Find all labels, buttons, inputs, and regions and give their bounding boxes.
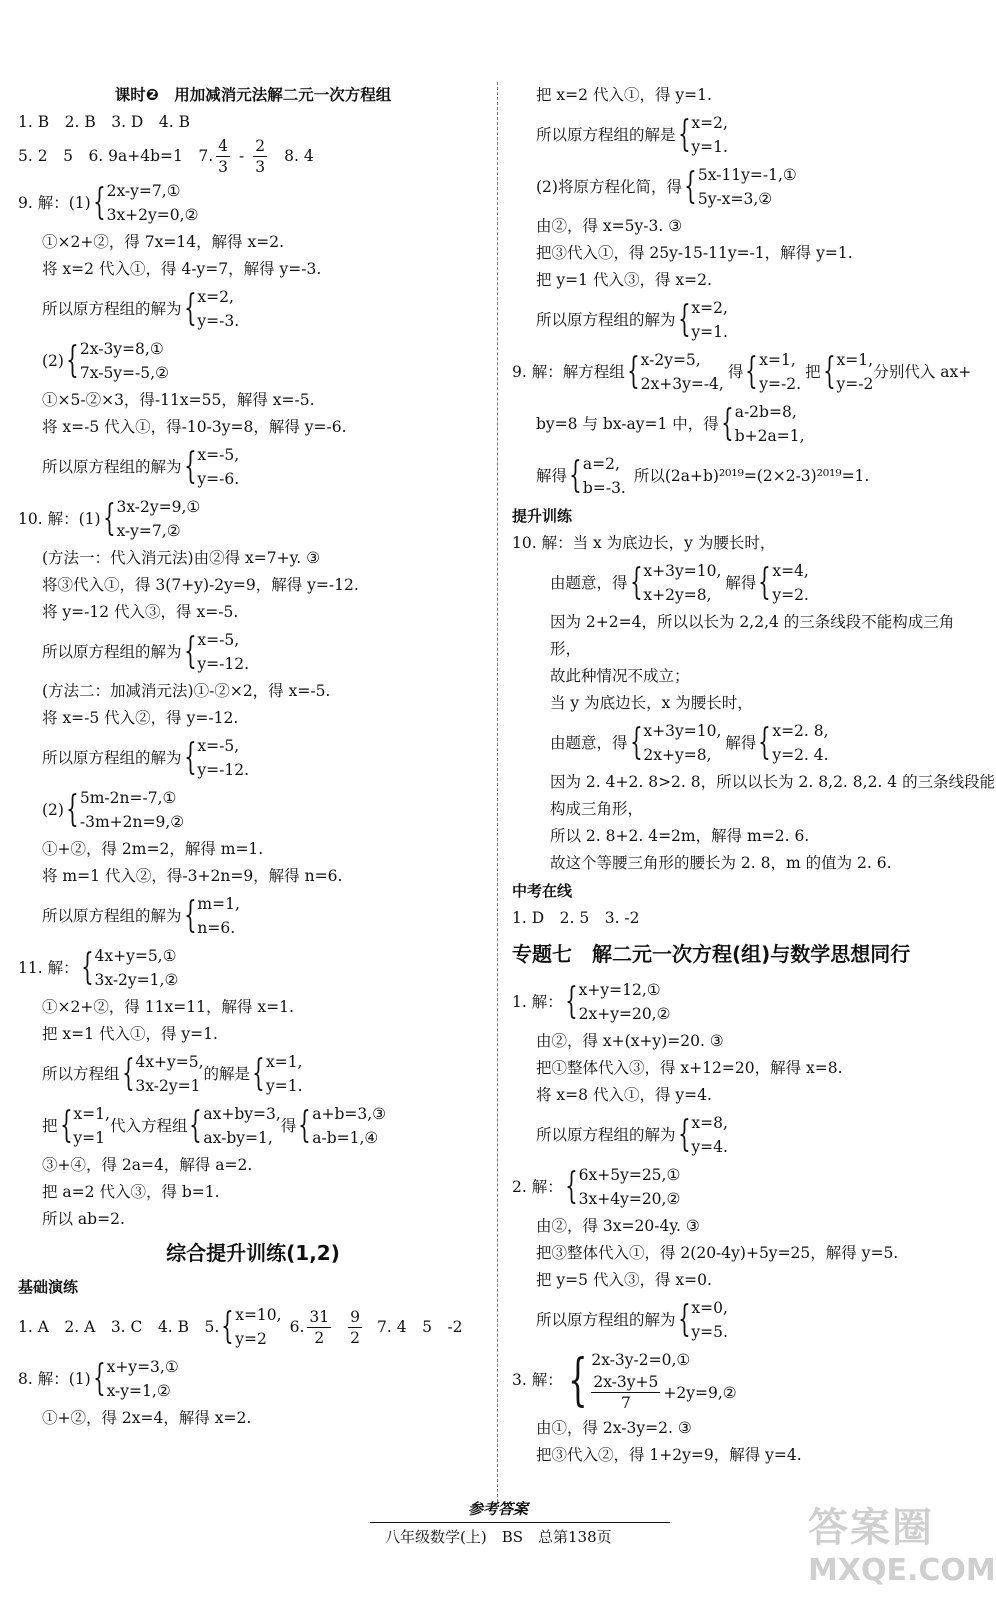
fraction-numerator: 9	[350, 1307, 360, 1326]
solution-label: 所以原方程组的解为	[42, 457, 182, 476]
equation-system	[91, 1355, 179, 1403]
equation: x-2y=5,	[640, 351, 701, 369]
equation: x+3y=10,	[643, 722, 722, 740]
equation-system	[101, 495, 201, 543]
solution	[18, 283, 488, 335]
equation: x=2,	[691, 114, 728, 132]
text: 分别代入 ax+	[873, 362, 972, 381]
answer-text: 7. 4 5 -2	[377, 1317, 463, 1336]
fraction-numerator: 2	[255, 137, 266, 155]
equation: x=-5,	[197, 737, 240, 755]
fraction-numerator: 2x-3y+5	[593, 1373, 659, 1391]
b8-system	[18, 1353, 488, 1405]
solution-system	[821, 348, 874, 396]
fraction	[591, 1372, 660, 1413]
exam-answers: 1. D 2. 5 3. -2	[512, 909, 640, 927]
equation: ax-by=1,	[203, 1129, 273, 1147]
q9b-system	[18, 335, 488, 387]
watermark-logo	[808, 1496, 996, 1592]
text: 代入方程组	[109, 1116, 188, 1135]
equation-system	[625, 348, 724, 396]
brace-icon: {	[564, 981, 578, 1022]
q10b-system	[18, 784, 488, 836]
equation: 2x+y=8,	[643, 746, 712, 764]
equation: y=-12.	[197, 655, 250, 673]
solution	[512, 109, 982, 161]
brace-icon: {	[626, 351, 640, 392]
brace-icon: {	[677, 1114, 691, 1155]
subsection-improve: 提升训练	[512, 507, 573, 525]
t3-system	[512, 1346, 982, 1415]
step: 把 x=1 代入①，得 y=1.	[42, 1025, 218, 1043]
equation: y=4.	[691, 1138, 728, 1156]
equation: x=8,	[691, 1114, 728, 1132]
text: 把	[42, 1116, 58, 1135]
solution-system	[756, 559, 808, 607]
equation: x+y=3,①	[106, 1358, 179, 1376]
r2-system	[512, 161, 982, 213]
brace-icon: {	[92, 1358, 106, 1399]
step: 把 y=1 代入③，得 x=2.	[536, 271, 712, 289]
equation-system	[79, 944, 179, 992]
q9-system	[18, 177, 488, 229]
brace-icon: {	[822, 351, 836, 392]
step: 形，	[550, 640, 582, 658]
brace-icon: {	[59, 1105, 73, 1146]
right-column	[512, 82, 996, 1469]
subsection-basic: 基础演练	[18, 1278, 79, 1296]
equation: -3m+2n=9,②	[79, 813, 185, 831]
question-label: 9. 解：(1)	[18, 193, 91, 212]
equation: 5x-11y=-1,①	[697, 166, 797, 184]
step: 将 x=2 代入①，得 4-y=7，解得 y=-3.	[42, 260, 322, 278]
equation: y=2	[235, 1330, 267, 1348]
solution	[512, 1109, 982, 1161]
brace-icon: {	[183, 895, 197, 936]
equation	[591, 1372, 736, 1413]
equation-system	[682, 163, 797, 211]
equation-system	[563, 978, 671, 1026]
solution-label: 所以原方程组的解为	[42, 748, 182, 767]
footer-book-info: 八年级数学(上) BS 总第138页	[385, 1528, 612, 1546]
fraction-denominator: 7	[620, 1394, 631, 1412]
step: 故这个等腰三角形的腰长为 2. 8，m 的值为 2. 6.	[550, 854, 892, 872]
solution-system	[219, 1303, 281, 1351]
minus-sign: -	[239, 147, 245, 165]
equation-system	[296, 1102, 386, 1150]
equation-system	[628, 719, 722, 767]
solution-label: 所以原方程组的解为	[42, 642, 182, 661]
brace-icon: {	[567, 1347, 588, 1413]
fraction-denominator: 2	[314, 1328, 325, 1347]
equation: m=1,	[197, 895, 240, 913]
step: 把③代入②，得 1+2y=9，解得 y=4.	[536, 1446, 802, 1464]
text: 把	[805, 362, 821, 381]
text: 的解是	[203, 1064, 251, 1083]
equation-system	[187, 1102, 280, 1150]
equation: 5m-2n=-7,①	[79, 789, 177, 807]
step: ①×2+②，得 11x=11，解得 x=1.	[42, 998, 294, 1016]
equation: x=1,	[759, 351, 796, 369]
equation: x-y=7,②	[116, 522, 181, 540]
left-column	[18, 82, 488, 1432]
step: 把 y=5 代入③，得 x=0.	[536, 1271, 712, 1289]
equation: 3x-2y=9,①	[116, 498, 201, 516]
step: 当 y 为底边长，x 为腰长时，	[550, 694, 753, 712]
equation: b+2a=1,	[734, 427, 805, 445]
question-label: 9. 解：解方程组	[512, 362, 625, 381]
equation: x=0,	[691, 1299, 728, 1317]
equation-system	[120, 1050, 204, 1098]
text: 所以(2a+b)²⁰¹⁹=(2×2-3)²⁰¹⁹=1.	[633, 466, 870, 485]
q9-right-line2	[512, 398, 982, 450]
step: (方法二：加减消元法)①-②×2，得 x=-5.	[42, 682, 331, 700]
text: 得	[280, 1116, 297, 1135]
solution-system	[567, 452, 626, 500]
solution-system	[182, 734, 250, 782]
lesson-title: 课时❷ 用加减消元法解二元一次方程组	[114, 86, 392, 104]
watermark-url: MXQE.COM	[808, 1553, 996, 1588]
step: ①×2+②，得 7x=14，解得 x=2.	[42, 233, 285, 251]
solution-system	[182, 628, 250, 676]
solution-label: 所以原方程组的解为	[536, 1125, 676, 1144]
solution-system	[182, 443, 240, 491]
fraction-denominator: 3	[255, 158, 266, 176]
equation: x=-5,	[197, 631, 240, 649]
step: 将 x=-5 代入①，得-10-3y=8，解得 y=-6.	[42, 418, 347, 436]
step: ①×5-②×3，得-11x=55，解得 x=-5.	[42, 391, 315, 409]
equation: x=1,	[73, 1105, 110, 1123]
solution	[18, 890, 488, 942]
step: 由②，得 3x=20-4y. ③	[536, 1217, 700, 1235]
equation: 2x-3y-2=0,①	[591, 1351, 691, 1369]
answer-text: 8. 4	[284, 147, 314, 165]
equation: x+2y=8,	[643, 586, 712, 604]
brace-icon: {	[183, 288, 197, 329]
question-label: (2)	[42, 351, 64, 370]
question-label: 8. 解：(1)	[18, 1369, 91, 1388]
solution-system	[743, 348, 801, 396]
brace-icon: {	[183, 446, 197, 487]
solution-system	[250, 1050, 302, 1098]
brace-icon: {	[252, 1053, 265, 1094]
brace-icon: {	[189, 1105, 203, 1146]
q11-substitution	[18, 1100, 488, 1152]
answer-line-2	[18, 136, 488, 177]
equation: 6x+5y=25,①	[578, 1166, 681, 1184]
q10-system	[18, 493, 488, 545]
fraction	[307, 1307, 331, 1348]
step: 所以 2. 8+2. 4=2m，解得 m=2. 6.	[550, 827, 810, 845]
step: ①+②，得 2m=2，解得 m=1.	[42, 840, 264, 858]
brace-icon: {	[92, 182, 106, 223]
brace-icon: {	[677, 114, 691, 155]
brace-icon: {	[298, 1105, 312, 1146]
text: 由题意，得	[550, 573, 628, 592]
step: 把①整体代入③，得 x+12=20，解得 x=8.	[536, 1059, 843, 1077]
text: 得	[727, 362, 744, 381]
equation-system	[64, 337, 169, 385]
equation: a=2,	[582, 455, 620, 473]
solution-system	[182, 892, 240, 940]
solution-label: 所以原方程组的解为	[42, 299, 182, 318]
brace-icon: {	[121, 1053, 135, 1094]
q10-case-a	[512, 557, 982, 609]
brace-icon: {	[758, 562, 772, 603]
equation-system	[64, 786, 184, 834]
step: 所以 ab=2.	[42, 1210, 125, 1228]
brace-icon: {	[758, 722, 772, 763]
equation: y=-3.	[197, 312, 240, 330]
question-label: 11. 解：	[18, 958, 79, 977]
step: 由②，得 x=5y-3. ③	[536, 217, 683, 235]
brace-icon: {	[569, 455, 582, 496]
solution	[18, 441, 488, 493]
fraction	[348, 1307, 362, 1348]
solution-system	[58, 1102, 110, 1150]
equation: 4x+y=5,	[135, 1053, 204, 1071]
text: 解得	[536, 466, 568, 485]
question-label: 1. 解：	[512, 992, 563, 1011]
fraction	[253, 136, 267, 177]
equation-system	[91, 179, 199, 227]
step: 将 m=1 代入②，得-3+2n=9，解得 n=6.	[42, 867, 343, 885]
step: 把③代入①，得 25y-15-11y=-1，解得 y=1.	[536, 244, 853, 262]
solution	[512, 1294, 982, 1346]
brace-icon: {	[745, 351, 759, 392]
equation-system	[563, 1348, 737, 1413]
brace-icon: {	[66, 340, 79, 381]
solution-system	[676, 296, 728, 344]
equation: 3x-2y=1	[135, 1077, 201, 1095]
equation: y=1	[73, 1129, 106, 1147]
equation: y=-2	[836, 375, 874, 393]
equation: 2x+3y=-4,	[640, 375, 724, 393]
step: ①+②，得 2x=4，解得 x=2.	[42, 1409, 252, 1427]
question-label: 10. 解：(1)	[18, 509, 101, 528]
fraction	[216, 136, 230, 177]
equation: 3x-2y=1,②	[94, 971, 179, 989]
basic-answers	[18, 1301, 488, 1353]
solution-system	[676, 1296, 728, 1344]
q11-inline-solution	[18, 1048, 488, 1100]
topic-title: 专题七 解二元一次方程(组)与数学思想同行	[512, 942, 911, 966]
step: 将 y=-12 代入③，得 x=-5.	[42, 603, 239, 621]
question-label: 2. 解：	[512, 1177, 563, 1196]
equation: y=-12.	[197, 761, 250, 779]
equation: y=-2.	[759, 375, 802, 393]
text: 由题意，得	[550, 733, 628, 752]
solution-label: 所以原方程组的解为	[42, 906, 182, 925]
equation: 2x+y=20,②	[578, 1005, 671, 1023]
equation-tail: +2y=9,②	[663, 1383, 737, 1402]
solution	[18, 626, 488, 678]
footer-reference-label: 参考答案	[468, 1500, 529, 1518]
answer-text: 6.	[289, 1317, 305, 1336]
fraction-denominator: 3	[218, 158, 229, 176]
brace-icon: {	[80, 947, 94, 988]
text: 所以方程组	[42, 1064, 120, 1083]
question-label: (2)将原方程化简，得	[536, 177, 682, 196]
text: 解得	[725, 573, 757, 592]
equation: a-2b=8,	[734, 403, 797, 421]
q11-system	[18, 942, 488, 994]
equation: ax+by=3,	[203, 1105, 281, 1123]
equation: a-b=1,④	[312, 1129, 379, 1147]
step: 10. 解：当 x 为底边长，y 为腰长时，	[512, 534, 776, 552]
brace-icon: {	[677, 1299, 691, 1340]
fraction-numerator: 4	[218, 137, 229, 155]
t1-system	[512, 976, 982, 1028]
watermark-text: 答案圈	[808, 1505, 934, 1551]
section-title: 综合提升训练(1,2)	[166, 1241, 340, 1265]
answer-line-1: 1. B 2. B 3. D 4. B	[18, 113, 190, 131]
equation: b=-3.	[582, 479, 626, 497]
equation: x=2. 8,	[772, 722, 829, 740]
answer-text: 5. 2 5 6. 9a+4b=1 7.	[18, 147, 214, 165]
equation: y=2.	[772, 586, 809, 604]
brace-icon: {	[183, 631, 197, 672]
equation-system	[719, 400, 805, 448]
step: 将③代入①，得 3(7+y)-2y=9，解得 y=-12.	[42, 576, 359, 594]
solution-label: 所以原方程组的解是	[536, 125, 676, 144]
solution-system	[676, 1111, 728, 1159]
brace-icon: {	[677, 299, 691, 340]
equation: x=2,	[691, 299, 728, 317]
solution-label: 所以原方程组的解为	[536, 1310, 676, 1329]
equation: x=1,	[836, 351, 874, 369]
solution	[18, 732, 488, 784]
equation: 2x-y=7,①	[106, 182, 181, 200]
equation: x+3y=10,	[643, 562, 722, 580]
solution	[512, 294, 982, 346]
brace-icon: {	[564, 1166, 578, 1207]
equation: 7x-5y=-5,②	[79, 364, 169, 382]
text: 解得	[725, 733, 757, 752]
question-label: 3. 解：	[512, 1371, 563, 1389]
equation: x=2,	[197, 288, 234, 306]
equation: n=6.	[197, 919, 236, 937]
equation: x=10,	[235, 1306, 282, 1324]
step: ③+④，得 2a=4，解得 a=2.	[42, 1156, 253, 1174]
step: 构成三角形，	[550, 800, 644, 818]
equation: 3x+4y=20,②	[578, 1190, 681, 1208]
equation-system	[563, 1163, 681, 1211]
text: by=8 与 bx-ay=1 中，得	[536, 414, 719, 433]
step: 因为 2+2=4，所以以长为 2,2,4 的三条线段不能构成三角	[550, 613, 955, 631]
step: 故此种情况不成立；	[550, 667, 690, 685]
column-divider	[497, 82, 498, 1502]
brace-icon: {	[102, 498, 116, 539]
equation-system	[628, 559, 722, 607]
step: 由①，得 2x-3y=2. ③	[536, 1419, 692, 1437]
brace-icon: {	[183, 737, 197, 778]
equation: y=2. 4.	[772, 746, 829, 764]
equation: y=1.	[691, 138, 728, 156]
q9-right	[512, 346, 982, 398]
equation: x=-5,	[197, 446, 240, 464]
step: 把 x=2 代入①，得 y=1.	[536, 86, 712, 104]
equation: 4x+y=5,①	[94, 947, 177, 965]
equation: y=1.	[265, 1077, 303, 1095]
equation: 5y-x=3,②	[697, 190, 773, 208]
answer-text: 1. A 2. A 3. C 4. B 5.	[18, 1317, 220, 1336]
brace-icon: {	[720, 403, 734, 444]
equation: x-y=1,②	[106, 1382, 171, 1400]
fraction-numerator: 31	[309, 1307, 330, 1326]
step: 将 x=8 代入①，得 y=4.	[536, 1086, 712, 1104]
step: 由②，得 x+(x+y)=20. ③	[536, 1032, 724, 1050]
solution-system	[182, 285, 240, 333]
footer-rule	[370, 1522, 670, 1523]
brace-icon: {	[684, 166, 697, 207]
brace-icon: {	[629, 722, 643, 763]
q9-right-line3	[512, 450, 982, 502]
solution-label: 所以原方程组的解为	[536, 310, 676, 329]
q10-case-b	[512, 717, 982, 769]
brace-icon: {	[221, 1306, 235, 1347]
t2-system	[512, 1161, 982, 1213]
step: (方法一：代入消元法)由②得 x=7+y. ③	[42, 549, 321, 567]
equation: 3x+2y=0,②	[106, 206, 199, 224]
fraction-denominator: 2	[350, 1328, 360, 1347]
question-label: (2)	[42, 800, 64, 819]
step: 把③整体代入①，得 2(20-4y)+5y=25，解得 y=5.	[536, 1244, 899, 1262]
equation: 2x-3y=8,①	[79, 340, 164, 358]
solution-system	[756, 719, 828, 767]
subsection-exam: 中考在线	[512, 882, 573, 900]
equation: y=1.	[691, 323, 728, 341]
equation: y=5.	[691, 1323, 728, 1341]
equation: x=1,	[265, 1053, 303, 1071]
step: 把 a=2 代入③，得 b=1.	[42, 1183, 220, 1201]
step: 将 x=-5 代入②，得 y=-12.	[42, 709, 239, 727]
step: 因为 2. 4+2. 8>2. 8，所以以长为 2. 8,2. 8,2. 4 的三条线段能	[550, 773, 996, 791]
equation: x+y=12,①	[578, 981, 661, 999]
equation: a+b=3,③	[312, 1105, 387, 1123]
equation: y=-6.	[197, 470, 240, 488]
brace-icon: {	[629, 562, 643, 603]
solution-system	[676, 111, 728, 159]
brace-icon: {	[66, 789, 79, 830]
equation: x=4,	[772, 562, 809, 580]
